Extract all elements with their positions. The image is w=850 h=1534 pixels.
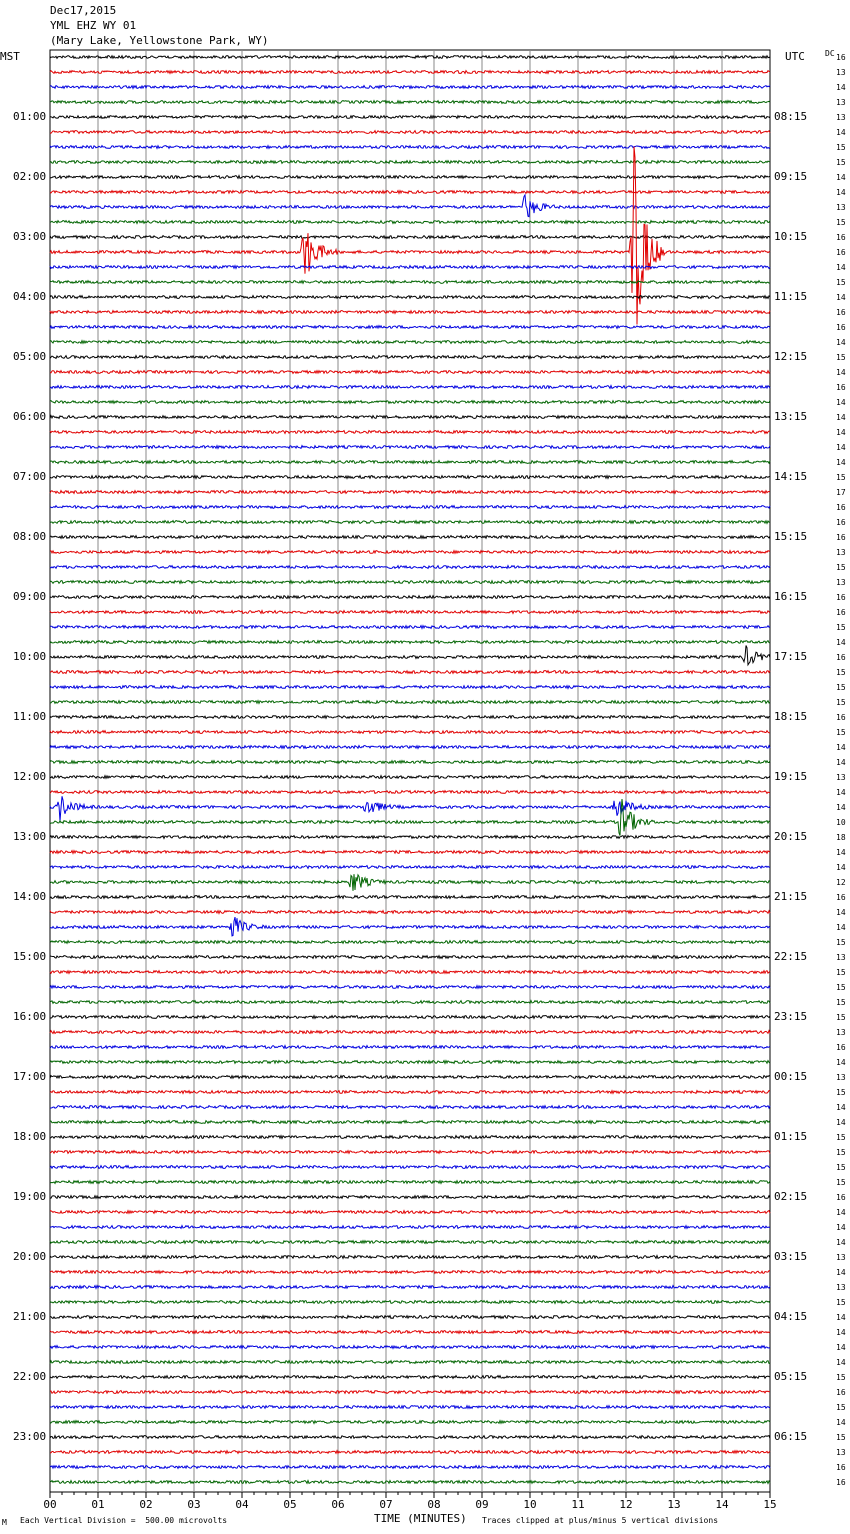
dc-value: 15 xyxy=(836,623,846,632)
trace-line xyxy=(50,1046,770,1049)
utc-hour-label: 06:15 xyxy=(774,1430,808,1443)
trace-line xyxy=(50,716,770,719)
trace-line xyxy=(50,1316,770,1319)
dc-value: 15 xyxy=(836,1373,846,1382)
dc-value: 10 xyxy=(836,818,846,827)
trace-line xyxy=(50,116,770,119)
mst-hour-label: 14:00 xyxy=(13,890,47,903)
dc-value: 16 xyxy=(836,503,846,512)
trace-line xyxy=(50,356,770,359)
x-tick-label: 14 xyxy=(715,1498,729,1511)
dc-value: 14 xyxy=(836,1103,846,1112)
trace-line xyxy=(50,776,770,779)
dc-value: 16 xyxy=(836,248,846,257)
utc-hour-label: 23:15 xyxy=(774,1010,808,1023)
trace-line xyxy=(50,1256,770,1259)
dc-value: 15 xyxy=(836,473,846,482)
utc-hour-label: 02:15 xyxy=(774,1190,808,1203)
mst-hour-label: 01:00 xyxy=(13,110,47,123)
utc-hour-label: 05:15 xyxy=(774,1370,808,1383)
trace-line xyxy=(50,1016,770,1019)
trace-line xyxy=(50,101,770,104)
x-tick-label: 12 xyxy=(619,1498,633,1511)
mst-hour-label: 09:00 xyxy=(13,590,47,603)
dc-value: 13 xyxy=(836,113,846,122)
dc-value: 14 xyxy=(836,173,846,182)
trace-line xyxy=(50,341,770,344)
trace-line xyxy=(50,176,770,179)
trace-line xyxy=(50,266,770,269)
trace-line xyxy=(50,986,770,989)
dc-value: 16 xyxy=(836,593,846,602)
dc-header: DC xyxy=(825,49,835,58)
dc-value: 14 xyxy=(836,863,846,872)
dc-value: 14 xyxy=(836,1118,846,1127)
x-tick-label: 11 xyxy=(571,1498,585,1511)
dc-value: 14 xyxy=(836,848,846,857)
dc-value: 14 xyxy=(836,803,846,812)
trace-line xyxy=(50,701,770,704)
trace-group xyxy=(50,56,770,1484)
dc-value: 14 xyxy=(836,758,846,767)
mst-hour-label: 16:00 xyxy=(13,1010,47,1023)
trace-line xyxy=(50,911,770,914)
dc-value: 14 xyxy=(836,638,846,647)
trace-line xyxy=(50,1211,770,1214)
mst-hour-label: 02:00 xyxy=(13,170,47,183)
trace-line xyxy=(50,1376,770,1379)
trace-line xyxy=(50,1166,770,1169)
dc-value: 15 xyxy=(836,158,846,167)
trace-line xyxy=(50,671,770,674)
dc-value: 14 xyxy=(836,1358,846,1367)
utc-hour-label: 16:15 xyxy=(774,590,808,603)
trace-line xyxy=(50,1361,770,1364)
x-tick-label: 00 xyxy=(43,1498,57,1511)
dc-value: 16 xyxy=(836,518,846,527)
trace-line xyxy=(50,971,770,974)
mst-hour-label: 13:00 xyxy=(13,830,47,843)
trace-line xyxy=(50,1241,770,1244)
trace-line xyxy=(50,146,770,149)
trace-line xyxy=(50,161,770,164)
dc-value: 14 xyxy=(836,1343,846,1352)
dc-value: 15 xyxy=(836,698,846,707)
trace-line xyxy=(50,1076,770,1079)
mst-hour-label: 04:00 xyxy=(13,290,47,303)
right-axis-title: UTC xyxy=(785,50,805,63)
trace-line xyxy=(50,1136,770,1139)
trace-line xyxy=(50,956,770,959)
trace-line xyxy=(50,1421,770,1424)
utc-hour-label: 04:15 xyxy=(774,1310,808,1323)
dc-value: 14 xyxy=(836,413,846,422)
left-axis-title: MST xyxy=(0,50,20,63)
dc-value: 14 xyxy=(836,1268,846,1277)
trace-line xyxy=(50,1466,770,1469)
mst-hour-label: 22:00 xyxy=(13,1370,47,1383)
dc-value: 13 xyxy=(836,203,846,212)
x-tick-label: 04 xyxy=(235,1498,249,1511)
trace-line xyxy=(50,1061,770,1064)
trace-line xyxy=(50,191,770,194)
utc-hour-label: 09:15 xyxy=(774,170,808,183)
trace-line xyxy=(50,491,770,494)
dc-value: 15 xyxy=(836,218,846,227)
dc-value: 14 xyxy=(836,743,846,752)
trace-line xyxy=(50,646,770,665)
dc-value: 16 xyxy=(836,323,846,332)
dc-value: 16 xyxy=(836,1463,846,1472)
chart-date: Dec17,2015 xyxy=(50,4,117,17)
trace-line xyxy=(50,1286,770,1289)
dc-value: 13 xyxy=(836,578,846,587)
dc-value: 14 xyxy=(836,1313,846,1322)
mst-hour-label: 07:00 xyxy=(13,470,47,483)
x-tick-label: 15 xyxy=(763,1498,777,1511)
mst-hour-label: 17:00 xyxy=(13,1070,47,1083)
utc-hour-label: 21:15 xyxy=(774,890,808,903)
dc-value: 15 xyxy=(836,563,846,572)
dc-value: 15 xyxy=(836,353,846,362)
dc-value: 15 xyxy=(836,1298,846,1307)
trace-line xyxy=(50,1001,770,1004)
utc-hour-label: 19:15 xyxy=(774,770,808,783)
dc-value: 14 xyxy=(836,368,846,377)
trace-line xyxy=(50,1106,770,1109)
utc-hour-label: 03:15 xyxy=(774,1250,808,1263)
dc-value: 15 xyxy=(836,1178,846,1187)
dc-value: 15 xyxy=(836,728,846,737)
trace-line xyxy=(50,917,770,936)
x-axis-label: TIME (MINUTES) xyxy=(374,1512,467,1525)
trace-line xyxy=(50,281,770,284)
dc-value: 13 xyxy=(836,1283,846,1292)
dc-value: 15 xyxy=(836,1013,846,1022)
dc-value: 15 xyxy=(836,968,846,977)
trace-line xyxy=(50,1451,770,1454)
dc-value: 13 xyxy=(836,1448,846,1457)
trace-line xyxy=(50,461,770,464)
mst-hour-label: 06:00 xyxy=(13,410,47,423)
dc-value: 14 xyxy=(836,188,846,197)
dc-value: 15 xyxy=(836,983,846,992)
dc-value: 16 xyxy=(836,1388,846,1397)
trace-line xyxy=(50,1271,770,1274)
dc-value: 13 xyxy=(836,98,846,107)
trace-line xyxy=(50,874,770,891)
trace-line xyxy=(50,761,770,764)
mst-hour-label: 18:00 xyxy=(13,1130,47,1143)
dc-value: 15 xyxy=(836,1433,846,1442)
trace-line xyxy=(50,596,770,599)
trace-line xyxy=(50,416,770,419)
trace-line xyxy=(50,71,770,74)
dc-value: 14 xyxy=(836,788,846,797)
dc-value: 16 xyxy=(836,308,846,317)
trace-line xyxy=(50,896,770,899)
dc-value: 14 xyxy=(836,398,846,407)
utc-hour-label: 15:15 xyxy=(774,530,808,543)
utc-hour-label: 14:15 xyxy=(774,470,808,483)
trace-line xyxy=(50,195,770,217)
trace-line xyxy=(50,796,770,821)
dc-value: 14 xyxy=(836,428,846,437)
dc-value: 15 xyxy=(836,1163,846,1172)
x-tick-label: 09 xyxy=(475,1498,489,1511)
dc-value: 14 xyxy=(836,1223,846,1232)
trace-line xyxy=(50,686,770,689)
trace-line xyxy=(50,1151,770,1154)
x-tick-label: 13 xyxy=(667,1498,681,1511)
trace-line xyxy=(50,611,770,614)
utc-hour-label: 00:15 xyxy=(774,1070,808,1083)
mst-hour-label: 15:00 xyxy=(13,950,47,963)
x-tick-label: 06 xyxy=(331,1498,345,1511)
utc-hour-label: 11:15 xyxy=(774,290,808,303)
dc-value: 15 xyxy=(836,1088,846,1097)
mst-hour-label: 21:00 xyxy=(13,1310,47,1323)
dc-value: 16 xyxy=(836,1478,846,1487)
dc-value: 14 xyxy=(836,1058,846,1067)
dc-value: 14 xyxy=(836,1418,846,1427)
dc-value: 16 xyxy=(836,1043,846,1052)
utc-hour-label: 13:15 xyxy=(774,410,808,423)
x-tick-label: 03 xyxy=(187,1498,201,1511)
x-tick-label: 07 xyxy=(379,1498,393,1511)
trace-line xyxy=(50,731,770,734)
dc-value: 17 xyxy=(836,488,846,497)
trace-line xyxy=(50,326,770,329)
dc-value: 15 xyxy=(836,1403,846,1412)
x-tick-group xyxy=(43,1492,776,1511)
dc-value: 13 xyxy=(836,773,846,782)
station-code: YML EHZ WY 01 xyxy=(50,19,137,32)
utc-hour-label: 22:15 xyxy=(774,950,808,963)
clip-note: Traces clipped at plus/minus 5 vertical divisions xyxy=(482,1516,719,1525)
mst-hour-label: 12:00 xyxy=(13,770,47,783)
x-tick-label: 08 xyxy=(427,1498,441,1511)
mst-hour-label: 10:00 xyxy=(13,650,47,663)
trace-line xyxy=(50,799,770,836)
trace-line xyxy=(50,791,770,794)
mst-hour-label: 23:00 xyxy=(13,1430,47,1443)
trace-line xyxy=(50,1391,770,1394)
dc-value: 16 xyxy=(836,893,846,902)
dc-value: 16 xyxy=(836,383,846,392)
trace-line xyxy=(50,506,770,509)
utc-hour-label: 08:15 xyxy=(774,110,808,123)
dc-value: 16 xyxy=(836,713,846,722)
dc-value: 15 xyxy=(836,998,846,1007)
mst-hour-label: 20:00 xyxy=(13,1250,47,1263)
trace-line xyxy=(50,1301,770,1304)
dc-value: 14 xyxy=(836,458,846,467)
dc-value: 15 xyxy=(836,143,846,152)
trace-line xyxy=(50,836,770,839)
trace-line xyxy=(50,551,770,554)
mst-hour-label: 19:00 xyxy=(13,1190,47,1203)
x-tick-label: 05 xyxy=(283,1498,297,1511)
trace-line xyxy=(50,446,770,449)
trace-line xyxy=(50,1181,770,1184)
trace-line xyxy=(50,1346,770,1349)
x-tick-label: 02 xyxy=(139,1498,153,1511)
dc-value: 13 xyxy=(836,1253,846,1262)
dc-value: 13 xyxy=(836,953,846,962)
utc-hour-label: 12:15 xyxy=(774,350,808,363)
trace-line xyxy=(50,851,770,854)
trace-line xyxy=(50,641,770,644)
trace-line xyxy=(50,1331,770,1334)
dc-value: 14 xyxy=(836,443,846,452)
dc-value: 14 xyxy=(836,923,846,932)
corner-mark: M xyxy=(2,1518,7,1527)
trace-line xyxy=(50,1481,770,1484)
dc-value: 15 xyxy=(836,1133,846,1142)
trace-line xyxy=(50,1226,770,1229)
trace-line xyxy=(50,566,770,569)
dc-value: 18 xyxy=(836,833,846,842)
dc-value: 15 xyxy=(836,278,846,287)
dc-value: 14 xyxy=(836,263,846,272)
dc-value: 16 xyxy=(836,608,846,617)
trace-line xyxy=(50,311,770,314)
trace-line xyxy=(50,221,770,224)
dc-value: 14 xyxy=(836,1238,846,1247)
dc-value: 14 xyxy=(836,908,846,917)
trace-line xyxy=(50,536,770,539)
station-location: (Mary Lake, Yellowstone Park, WY) xyxy=(50,34,269,47)
trace-line xyxy=(50,581,770,584)
dc-value: 15 xyxy=(836,668,846,677)
trace-line xyxy=(50,371,770,374)
dc-value: 16 xyxy=(836,653,846,662)
mst-hour-label: 05:00 xyxy=(13,350,47,363)
trace-line xyxy=(50,1091,770,1094)
trace-line xyxy=(50,626,770,629)
mst-hour-label: 11:00 xyxy=(13,710,47,723)
scale-note: Each Vertical Division = 500.00 microvolts xyxy=(20,1516,228,1525)
trace-line xyxy=(50,1121,770,1124)
utc-hour-label: 10:15 xyxy=(774,230,808,243)
trace-line xyxy=(50,521,770,524)
trace-line xyxy=(50,236,770,239)
dc-value: 15 xyxy=(836,938,846,947)
trace-line xyxy=(50,746,770,749)
dc-value: 13 xyxy=(836,1028,846,1037)
mst-hour-label: 03:00 xyxy=(13,230,47,243)
dc-value: 14 xyxy=(836,128,846,137)
dc-value: 14 xyxy=(836,83,846,92)
dc-value: 14 xyxy=(836,338,846,347)
trace-line xyxy=(50,476,770,479)
trace-line xyxy=(50,56,770,59)
dc-value: 14 xyxy=(836,1208,846,1217)
trace-line xyxy=(50,131,770,134)
trace-line xyxy=(50,1436,770,1439)
utc-hour-label: 01:15 xyxy=(774,1130,808,1143)
dc-value: 12 xyxy=(836,878,846,887)
trace-line xyxy=(50,431,770,434)
trace-line xyxy=(50,1031,770,1034)
utc-hour-label: 17:15 xyxy=(774,650,808,663)
trace-line xyxy=(50,296,770,299)
trace-line xyxy=(50,401,770,404)
trace-line xyxy=(50,1196,770,1199)
trace-line xyxy=(50,86,770,89)
dc-value: 16 xyxy=(836,53,846,62)
dc-value: 13 xyxy=(836,68,846,77)
dc-value: 14 xyxy=(836,1328,846,1337)
dc-value: 16 xyxy=(836,233,846,242)
utc-hour-label: 20:15 xyxy=(774,830,808,843)
trace-line xyxy=(50,386,770,389)
dc-value: 16 xyxy=(836,533,846,542)
mst-hour-label: 08:00 xyxy=(13,530,47,543)
dc-value: 14 xyxy=(836,293,846,302)
utc-hour-label: 18:15 xyxy=(774,710,808,723)
trace-line xyxy=(50,941,770,944)
x-tick-label: 01 xyxy=(91,1498,105,1511)
dc-value: 13 xyxy=(836,548,846,557)
trace-line xyxy=(50,1406,770,1409)
x-tick-label: 10 xyxy=(523,1498,537,1511)
dc-value: 15 xyxy=(836,1148,846,1157)
trace-line xyxy=(50,866,770,869)
dc-value: 15 xyxy=(836,683,846,692)
dc-value: 13 xyxy=(836,1073,846,1082)
dc-value: 16 xyxy=(836,1193,846,1202)
